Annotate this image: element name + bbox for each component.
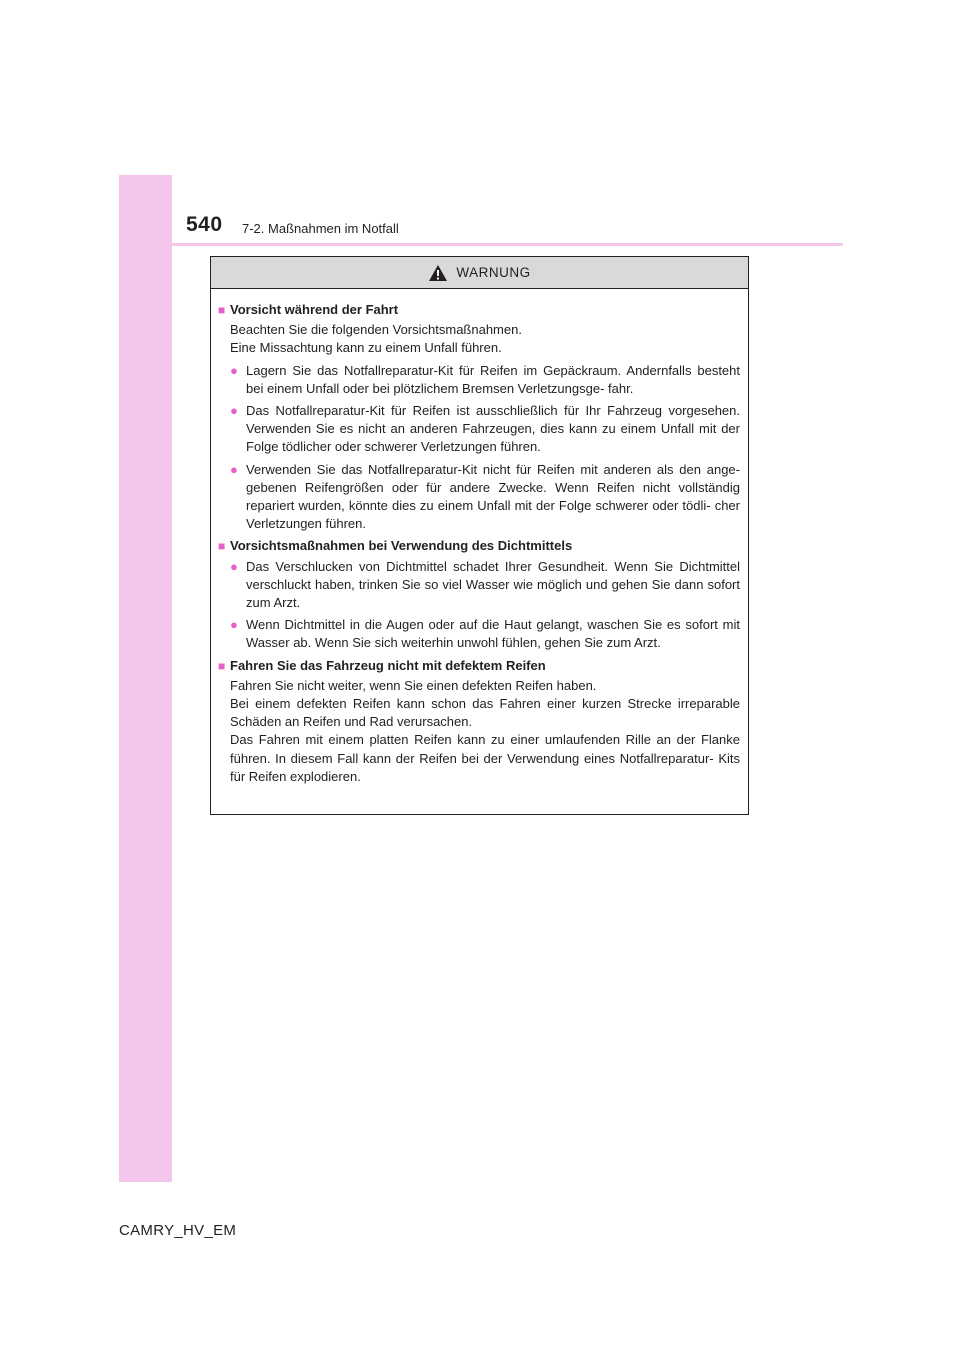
paragraph: Fahren Sie nicht weiter, wenn Sie einen defekten Reifen haben. [230,677,597,693]
paragraph: Bei einem defekten Reifen kann schon das Fahren einer kurzen Strecke irreparable Schäden an Reifen und Rad verursachen. [230,696,740,730]
paragraph: Beachten Sie die folgenden Vorsichtsmaßnahmen. [230,322,522,338]
section-heading: ■ Vorsicht während der Fahrt [218,301,740,319]
section-title: 7-2. Maßnahmen im Notfall [242,221,399,236]
page-number: 540 [186,213,223,236]
round-bullet-icon: ● [230,558,238,574]
square-bullet-icon: ■ [218,658,226,673]
header-rule [119,243,843,246]
warning-triangle-icon [428,264,448,282]
square-bullet-icon: ■ [218,303,226,317]
warning-body [211,289,748,786]
round-bullet-icon: ● [230,362,238,378]
round-bullet-icon: ● [230,617,238,633]
paragraph: Eine Missachtung kann zu einem Unfall führen. [230,340,502,356]
list-item: ● Lagern Sie das Notfallreparatur-Kit für Reifen im Gepäckraum. Andernfalls besteht bei einem Unfall oder bei plötzlichem Bremsen Verletzungsge- fahr. [218,362,740,398]
square-bullet-icon: ■ [218,539,226,554]
sidebar-tab [119,175,172,1182]
document-code: CAMRY_HV_EM [119,1222,237,1239]
warning-box [210,256,749,815]
round-bullet-icon: ● [230,403,238,419]
list-item: ● Verwenden Sie das Notfallreparatur-Kit nicht für Reifen mit anderen als den ange- gebenen Reifengrößen oder für andere Zwecke. Wenn Reifen nicht vollständig repariert wurden, könnte dies zu einem Unfall mit der Folge schwerer oder tödli- cher Verletzungen führen. [218,461,740,534]
warning-title: WARNUNG [456,265,531,280]
round-bullet-icon: ● [230,461,238,477]
list-item: ● Wenn Dichtmittel in die Augen oder auf die Haut gelangt, waschen Sie es sofort mit Wasser ab. Wenn Sie sich weiterhin unwohl fühlen, gehen Sie zum Arzt. [218,616,740,652]
list-item: ● Das Notfallreparatur-Kit für Reifen ist ausschließlich für Ihr Fahrzeug vorgesehen. Verwenden Sie es nicht an anderen Fahrzeugen, dies kann zu einem Unfall mit der Folge tödlicher oder schwerer Verletzungen führen. [218,402,740,457]
section-heading: ■ Fahren Sie das Fahrzeug nicht mit defektem Reifen [218,657,740,675]
section-heading: ■ Vorsichtsmaßnahmen bei Verwendung des Dichtmittels [218,537,740,555]
list-item: ● Das Verschlucken von Dichtmittel schadet Ihrer Gesundheit. Wenn Sie Dichtmittel verschluckt haben, trinken Sie so viel Wasser wie möglich und gehen Sie dann sofort zum Arzt. [218,558,740,613]
paragraph: Das Fahren mit einem platten Reifen kann zu einer umlaufenden Rille an der Flanke führen. In diesem Fall kann der Reifen bei der Verwendung eines Notfallreparatur- Kits für Reifen explodieren. [230,732,740,784]
warning-header [211,257,748,289]
